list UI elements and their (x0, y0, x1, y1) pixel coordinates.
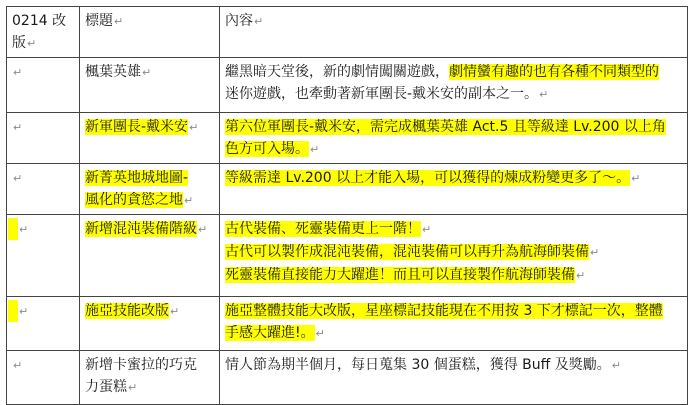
title-cell: 新菁英地城地圖- 風化的貪慾之地↵ (80, 164, 220, 215)
version-cell: ↵ (7, 351, 80, 405)
table-row (7, 113, 688, 164)
content-cell: 情人節為期半個月，每日蒐集 30 個蛋糕，獲得 Buff 及獎勵。↵ (220, 351, 688, 405)
content-cell: 古代裝備、死靈裝備更上一階！↵ 古代可以製作成混沌裝備，混沌裝備可以再升為航海師裝備↵ 死靈裝備直接能力大躍進！而且可以直接製作航海師裝備↵ (220, 215, 688, 297)
title-cell: 新增混沌裝備階級↵ (80, 215, 220, 297)
highlight-mark (8, 300, 18, 322)
content-cell: 第六位軍團長-戴米安，需完成楓葉英雄 Act.5 且等級達 Lv.200 以上角 色方可入場。↵ (220, 113, 688, 164)
version-cell: ↵ (7, 164, 80, 215)
version-cell: ↵ (7, 297, 80, 351)
title-cell: 楓葉英雄↵ (80, 58, 220, 113)
table-row (7, 58, 688, 113)
table-row (7, 351, 688, 405)
table-row (7, 215, 688, 297)
header-row (7, 7, 688, 58)
header-content: 內容↵ (220, 7, 688, 58)
table-row (7, 164, 688, 215)
table-row (7, 297, 688, 351)
version-cell: ↵ (7, 58, 80, 113)
highlight-mark (8, 218, 18, 240)
title-cell: 施亞技能改版↵ (80, 297, 220, 351)
content-cell: 繼黑暗天堂後，新的劇情闖關遊戲，劇情蠻有趣的也有各種不同類型的 迷你遊戲，也牽動著新軍團長-戴米安的副本之一。↵ (220, 58, 688, 113)
title-cell: 新軍團長-戴米安↵ (80, 113, 220, 164)
content-cell: 施亞整體技能大改版，星座標記技能現在不用按 3 下才標記一次，整體 手感大躍進!。↵ (220, 297, 688, 351)
version-cell: ↵ (7, 113, 80, 164)
content-cell: 等級需達 Lv.200 以上才能入場，可以獲得的煉成粉變更多了～。↵ (220, 164, 688, 215)
version-cell: ↵ (7, 215, 80, 297)
title-cell: 新增卡蜜拉的巧克 力蛋糕↵ (80, 351, 220, 405)
header-version: 0214 改版↵ (7, 7, 80, 58)
update-table (6, 6, 688, 405)
header-title: 標題↵ (80, 7, 220, 58)
